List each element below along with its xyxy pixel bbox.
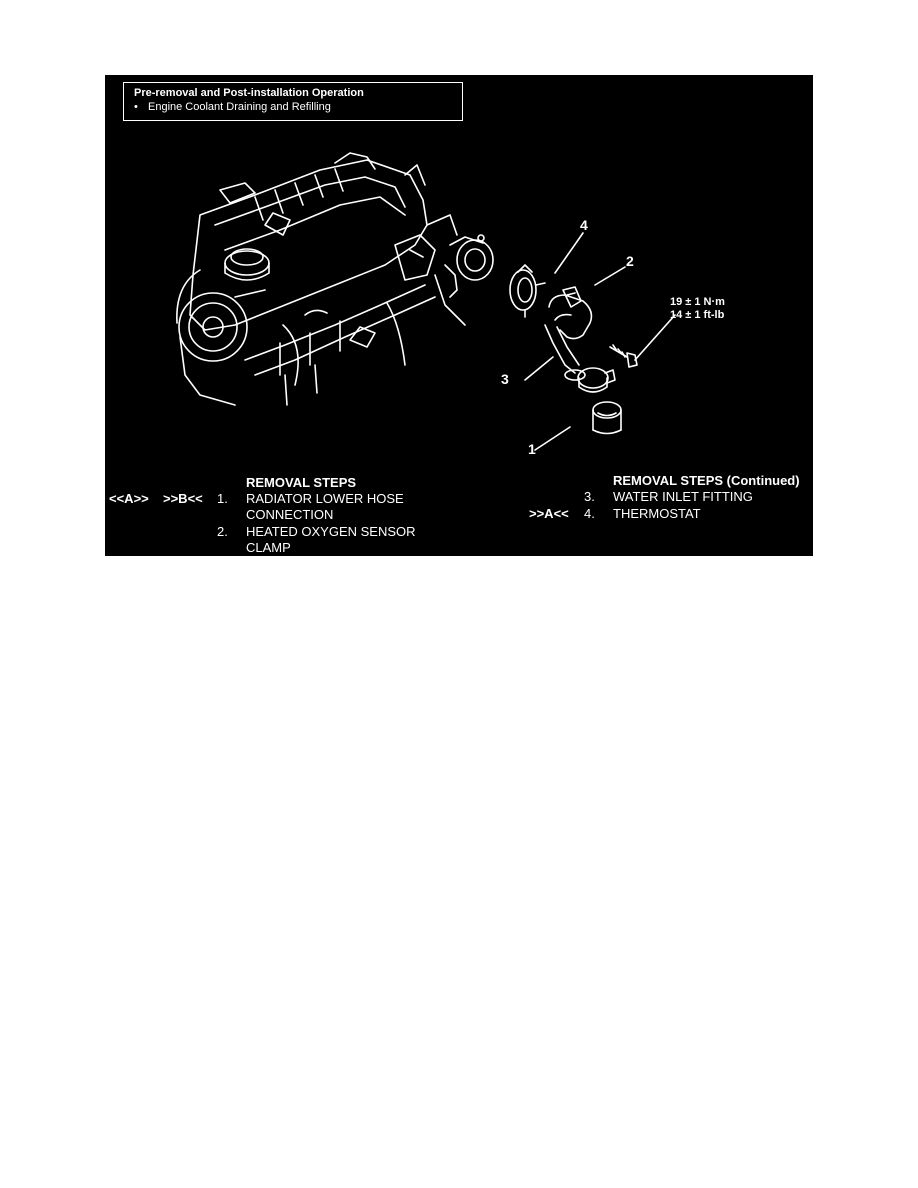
install-marker-a-right: >>A<< — [529, 506, 569, 521]
step2-number: 2. — [217, 524, 228, 539]
step2-line1: HEATED OXYGEN SENSOR — [246, 524, 416, 539]
pre-removal-title: Pre-removal and Post-installation Operation — [134, 87, 364, 99]
step2-line2: CLAMP — [246, 540, 291, 555]
step3-label: WATER INLET FITTING — [613, 489, 753, 504]
step3-number: 3. — [584, 489, 595, 504]
removal-heading-left: REMOVAL STEPS — [246, 475, 357, 490]
service-figure — [105, 75, 813, 556]
step4-number: 4. — [584, 506, 595, 521]
step1-line1: RADIATOR LOWER HOSE — [246, 491, 404, 506]
removal-heading-right: REMOVAL STEPS (Continued) — [613, 473, 800, 488]
removal-marker-b: >>B<< — [163, 491, 203, 506]
callout-2: 2 — [626, 253, 634, 269]
step1-number: 1. — [217, 491, 228, 506]
step4-label: THERMOSTAT — [613, 506, 701, 521]
callout-4: 4 — [580, 217, 588, 233]
step1-line2: CONNECTION — [246, 507, 334, 522]
install-marker-a: <<A>> — [109, 491, 149, 506]
torque-nm: 19 ± 1 N·m — [670, 296, 725, 308]
callout-3: 3 — [501, 371, 509, 387]
bullet: • — [134, 101, 138, 113]
torque-ftlb: 14 ± 1 ft-lb — [670, 309, 725, 321]
pre-removal-item-text: Engine Coolant Draining and Refilling — [148, 101, 331, 113]
callout-1: 1 — [528, 441, 536, 457]
